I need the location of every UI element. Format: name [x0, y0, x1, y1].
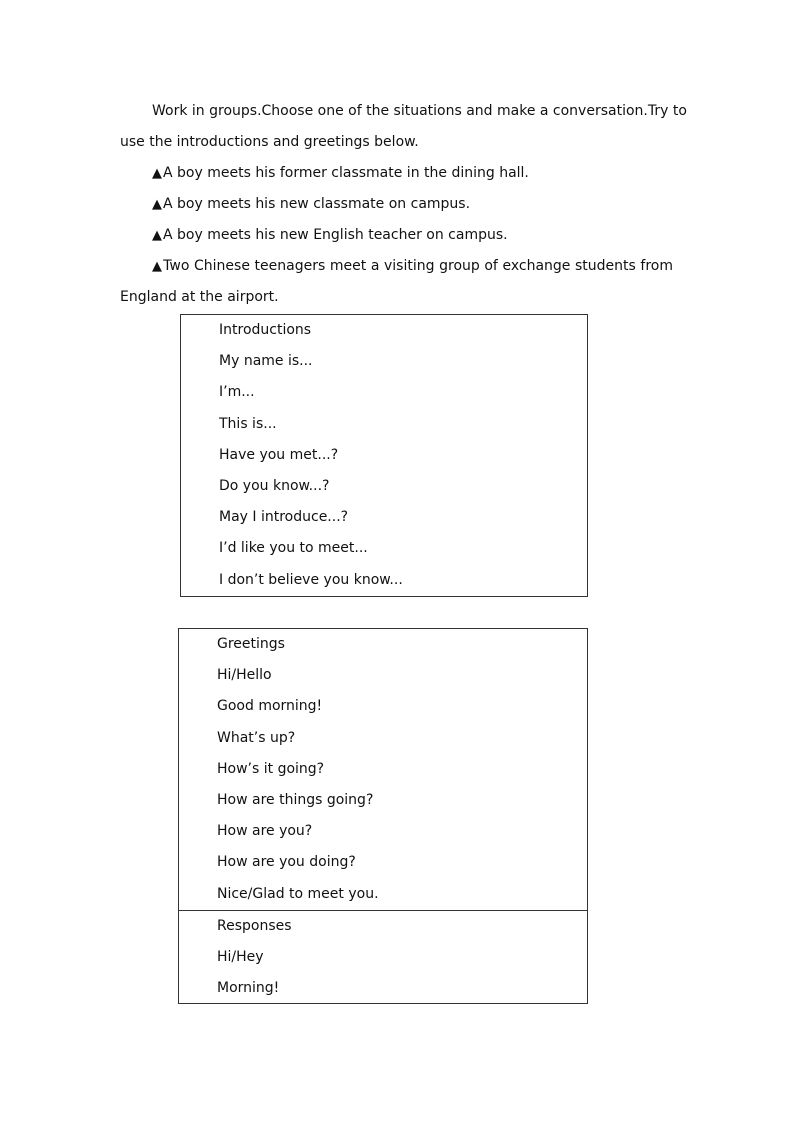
instructions-line-2: use the introductions and greetings below. — [120, 134, 419, 150]
response-phrase: Morning! — [217, 980, 280, 997]
greetings-box — [178, 628, 588, 1004]
greeting-phrase: How are you doing? — [217, 854, 356, 871]
greetings-heading: Greetings — [217, 636, 285, 652]
introduction-phrase: This is... — [219, 415, 277, 432]
introductions-box — [180, 314, 588, 597]
situation-item: ▲A boy meets his former classmate in the dining hall. — [152, 165, 529, 181]
situation-item-continuation: England at the airport. — [120, 289, 279, 305]
introductions-heading: Introductions — [219, 322, 312, 338]
introduction-phrase: May I introduce...? — [219, 509, 349, 526]
situation-item: ▲A boy meets his new classmate on campus. — [152, 196, 471, 212]
situations-list — [120, 158, 673, 313]
instructions-paragraph — [120, 96, 687, 158]
introduction-phrase: Have you met...? — [219, 446, 339, 463]
greeting-phrase: Hi/Hello — [217, 667, 272, 684]
triangle-bullet-icon: ▲ — [152, 166, 162, 181]
response-phrase: Hi/Hey — [217, 948, 264, 965]
introduction-phrase: Do you know...? — [219, 477, 330, 494]
situation-item: ▲Two Chinese teenagers meet a visiting group of exchange students from — [152, 258, 673, 274]
triangle-bullet-icon: ▲ — [152, 259, 163, 274]
greeting-phrase: How are you? — [217, 823, 313, 840]
greeting-phrase: What’s up? — [217, 729, 296, 746]
responses-heading: Responses — [179, 910, 587, 942]
introduction-phrase: I’d like you to meet... — [219, 540, 368, 557]
triangle-bullet-icon: ▲ — [152, 197, 162, 212]
situation-item: ▲A boy meets his new English teacher on campus. — [152, 227, 508, 243]
introduction-phrase: I don’t believe you know... — [219, 571, 403, 588]
introduction-phrase: My name is... — [219, 353, 313, 370]
greeting-phrase: How are things going? — [217, 791, 374, 808]
instructions-line-1: Work in groups.Choose one of the situations and make a conversation.Try to — [152, 103, 687, 119]
triangle-bullet-icon: ▲ — [152, 228, 162, 243]
greeting-phrase: Good morning! — [217, 698, 323, 715]
greeting-phrase: How’s it going? — [217, 760, 325, 777]
introduction-phrase: I’m... — [219, 384, 255, 401]
greeting-phrase: Nice/Glad to meet you. — [217, 885, 379, 902]
